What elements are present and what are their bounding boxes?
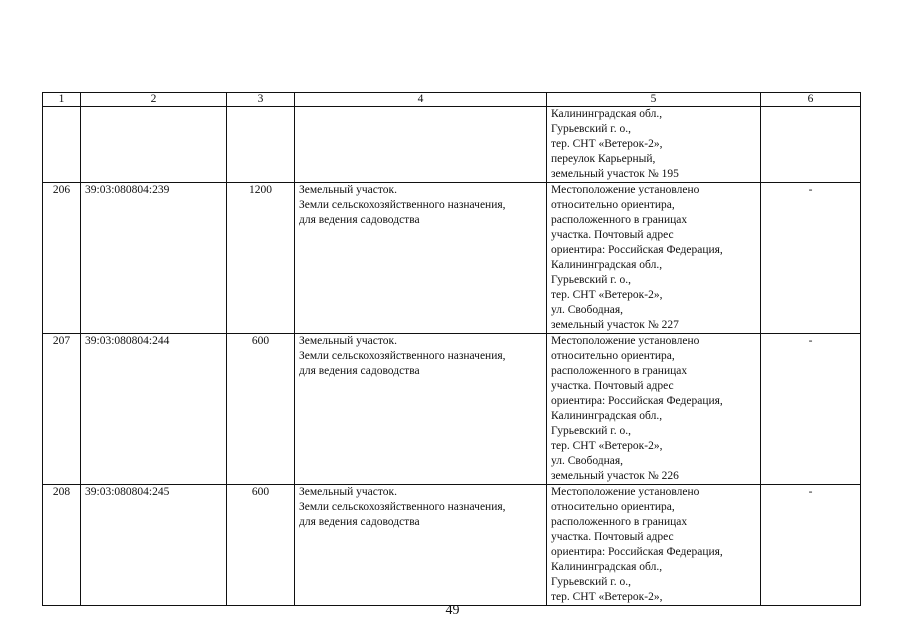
parcel-area: 600: [227, 334, 295, 485]
column-header-1: 1: [43, 93, 81, 107]
cadastral-number: 39:03:080804:244: [81, 334, 227, 485]
parcel-note: -: [761, 334, 861, 485]
parcel-location: Местоположение установлено относительно ориентира, расположенного в границах участка. Почтовый адрес ориентира: Российская Федерация, Калининградская обл., Гурьевский г. о., тер. СНТ «Ветерок-2»,: [547, 485, 761, 606]
parcel-description: Земельный участок. Земли сельскохозяйственного назначения, для ведения садоводства: [295, 485, 547, 606]
row-number: 208: [43, 485, 81, 606]
parcel-area: 1200: [227, 183, 295, 334]
cadastral-number: 39:03:080804:245: [81, 485, 227, 606]
parcel-note: -: [761, 183, 861, 334]
cadastral-number: [81, 107, 227, 183]
column-header-2: 2: [81, 93, 227, 107]
column-header-3: 3: [227, 93, 295, 107]
parcel-description: Земельный участок. Земли сельскохозяйственного назначения, для ведения садоводства: [295, 334, 547, 485]
table-row: [43, 107, 861, 183]
table-row: [43, 183, 861, 334]
column-header-6: 6: [761, 93, 861, 107]
parcel-area: 600: [227, 485, 295, 606]
column-header-4: 4: [295, 93, 547, 107]
parcel-description: Земельный участок. Земли сельскохозяйственного назначения, для ведения садоводства: [295, 183, 547, 334]
parcel-note: -: [761, 485, 861, 606]
parcel-table: [42, 92, 861, 606]
row-number: [43, 107, 81, 183]
row-number: 207: [43, 334, 81, 485]
page-number: 49: [445, 603, 460, 618]
parcel-description: [295, 107, 547, 183]
table-row: [43, 485, 861, 606]
parcel-location: Местоположение установлено относительно ориентира, расположенного в границах участка. Почтовый адрес ориентира: Российская Федерация, Калининградская обл., Гурьевский г. о., тер. СНТ «Ветерок-2», ул. Свободная, земельный участок № 227: [547, 183, 761, 334]
parcel-area: [227, 107, 295, 183]
column-header-5: 5: [547, 93, 761, 107]
parcel-location: Местоположение установлено относительно ориентира, расположенного в границах участка. Почтовый адрес ориентира: Российская Федерация, Калининградская обл., Гурьевский г. о., тер. СНТ «Ветерок-2», ул. Свободная, земельный участок № 226: [547, 334, 761, 485]
row-number: 206: [43, 183, 81, 334]
cadastral-number: 39:03:080804:239: [81, 183, 227, 334]
table-row: [43, 334, 861, 485]
column-number-row: [43, 93, 861, 107]
parcel-note: [761, 107, 861, 183]
parcel-location: Калининградская обл., Гурьевский г. о., тер. СНТ «Ветерок-2», переулок Карьерный, земельный участок № 195: [547, 107, 761, 183]
